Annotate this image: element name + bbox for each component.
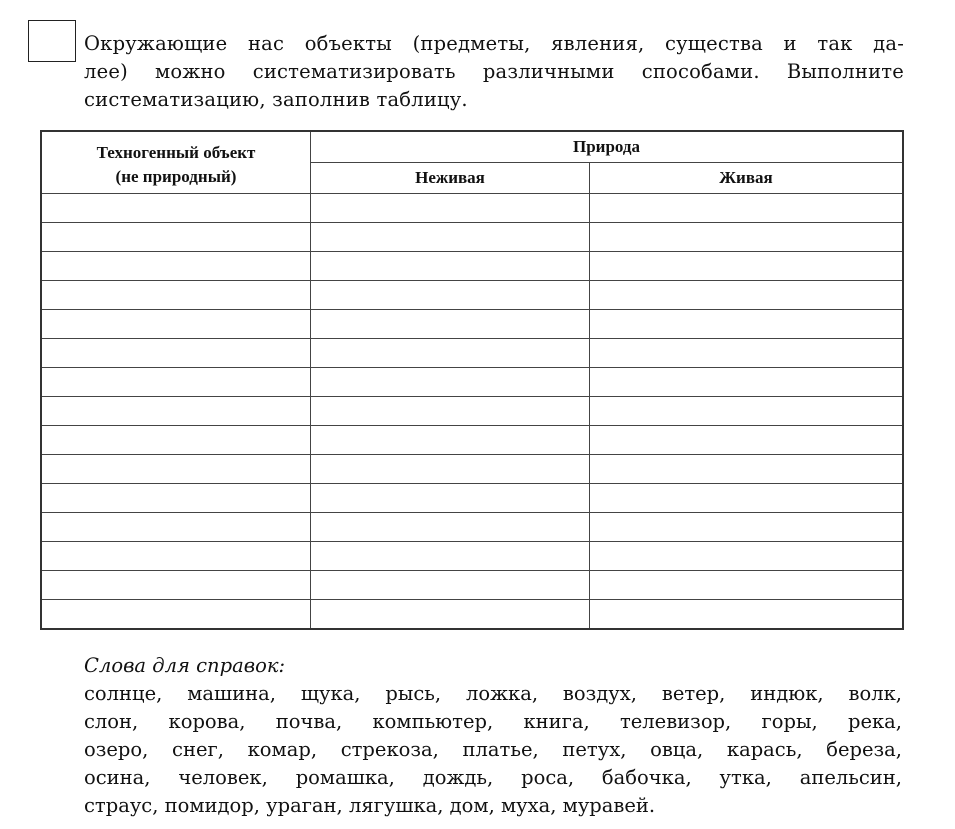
nonliving-cell[interactable] bbox=[311, 194, 590, 223]
table-row bbox=[41, 455, 903, 484]
task-line: лее) можно систематизировать различными способами. Выполните bbox=[84, 60, 904, 83]
header-technogenic-line1: Техногенный объект bbox=[96, 142, 256, 162]
reference-line: слон, корова, почва, компьютер, книга, телевизор, горы, река, bbox=[84, 710, 902, 733]
nonliving-cell[interactable] bbox=[311, 310, 590, 339]
nonliving-cell[interactable] bbox=[311, 252, 590, 281]
table-row bbox=[41, 484, 903, 513]
technogenic-cell[interactable] bbox=[41, 484, 311, 513]
nonliving-cell[interactable] bbox=[311, 455, 590, 484]
living-cell[interactable] bbox=[590, 455, 904, 484]
living-cell[interactable] bbox=[590, 339, 904, 368]
technogenic-cell[interactable] bbox=[41, 600, 311, 630]
technogenic-cell[interactable] bbox=[41, 223, 311, 252]
reference-line: осина, человек, ромашка, дождь, роса, бабочка, утка, апельсин, bbox=[84, 766, 902, 789]
table-row bbox=[41, 194, 903, 223]
reference-words bbox=[84, 652, 902, 820]
living-cell[interactable] bbox=[590, 194, 904, 223]
table-row bbox=[41, 368, 903, 397]
technogenic-cell[interactable] bbox=[41, 310, 311, 339]
technogenic-cell[interactable] bbox=[41, 339, 311, 368]
nonliving-cell[interactable] bbox=[311, 484, 590, 513]
answer-box[interactable] bbox=[28, 20, 76, 62]
living-cell[interactable] bbox=[590, 310, 904, 339]
technogenic-cell[interactable] bbox=[41, 426, 311, 455]
nonliving-cell[interactable] bbox=[311, 571, 590, 600]
header-nonliving: Неживая bbox=[311, 163, 590, 194]
reference-line: солнце, машина, щука, рысь, ложка, воздух, ветер, индюк, волк, bbox=[84, 682, 902, 705]
nonliving-cell[interactable] bbox=[311, 542, 590, 571]
header-living: Живая bbox=[590, 163, 904, 194]
table-row bbox=[41, 571, 903, 600]
header-technogenic bbox=[41, 131, 311, 194]
living-cell[interactable] bbox=[590, 484, 904, 513]
table-row bbox=[41, 281, 903, 310]
technogenic-cell[interactable] bbox=[41, 281, 311, 310]
living-cell[interactable] bbox=[590, 223, 904, 252]
table-row bbox=[41, 542, 903, 571]
technogenic-cell[interactable] bbox=[41, 513, 311, 542]
living-cell[interactable] bbox=[590, 600, 904, 630]
technogenic-cell[interactable] bbox=[41, 455, 311, 484]
task-instruction bbox=[84, 30, 904, 114]
table-row bbox=[41, 339, 903, 368]
living-cell[interactable] bbox=[590, 513, 904, 542]
living-cell[interactable] bbox=[590, 426, 904, 455]
living-cell[interactable] bbox=[590, 281, 904, 310]
technogenic-cell[interactable] bbox=[41, 571, 311, 600]
table-row bbox=[41, 252, 903, 281]
nonliving-cell[interactable] bbox=[311, 281, 590, 310]
table-row bbox=[41, 397, 903, 426]
technogenic-cell[interactable] bbox=[41, 368, 311, 397]
table-row bbox=[41, 310, 903, 339]
nonliving-cell[interactable] bbox=[311, 513, 590, 542]
header-technogenic-line2: (не природный) bbox=[115, 166, 237, 186]
nonliving-cell[interactable] bbox=[311, 426, 590, 455]
task-line: Окружающие нас объекты (предметы, явления, существа и так да- bbox=[84, 32, 904, 55]
living-cell[interactable] bbox=[590, 252, 904, 281]
technogenic-cell[interactable] bbox=[41, 252, 311, 281]
reference-line: озеро, снег, комар, стрекоза, платье, петух, овца, карась, береза, bbox=[84, 738, 902, 761]
table-row bbox=[41, 513, 903, 542]
table-row bbox=[41, 426, 903, 455]
technogenic-cell[interactable] bbox=[41, 397, 311, 426]
table-row bbox=[41, 600, 903, 630]
reference-line: страус, помидор, ураган, лягушка, дом, муха, муравей. bbox=[84, 794, 656, 817]
living-cell[interactable] bbox=[590, 368, 904, 397]
nonliving-cell[interactable] bbox=[311, 223, 590, 252]
classification-table bbox=[40, 130, 904, 630]
technogenic-cell[interactable] bbox=[41, 542, 311, 571]
table-body bbox=[41, 194, 903, 630]
living-cell[interactable] bbox=[590, 571, 904, 600]
living-cell[interactable] bbox=[590, 542, 904, 571]
task-line: систематизацию, заполнив таблицу. bbox=[84, 88, 468, 111]
living-cell[interactable] bbox=[590, 397, 904, 426]
table-row bbox=[41, 223, 903, 252]
nonliving-cell[interactable] bbox=[311, 397, 590, 426]
header-nature: Природа bbox=[311, 131, 904, 163]
technogenic-cell[interactable] bbox=[41, 194, 311, 223]
nonliving-cell[interactable] bbox=[311, 600, 590, 630]
nonliving-cell[interactable] bbox=[311, 368, 590, 397]
reference-title: Слова для справок: bbox=[84, 654, 286, 677]
nonliving-cell[interactable] bbox=[311, 339, 590, 368]
